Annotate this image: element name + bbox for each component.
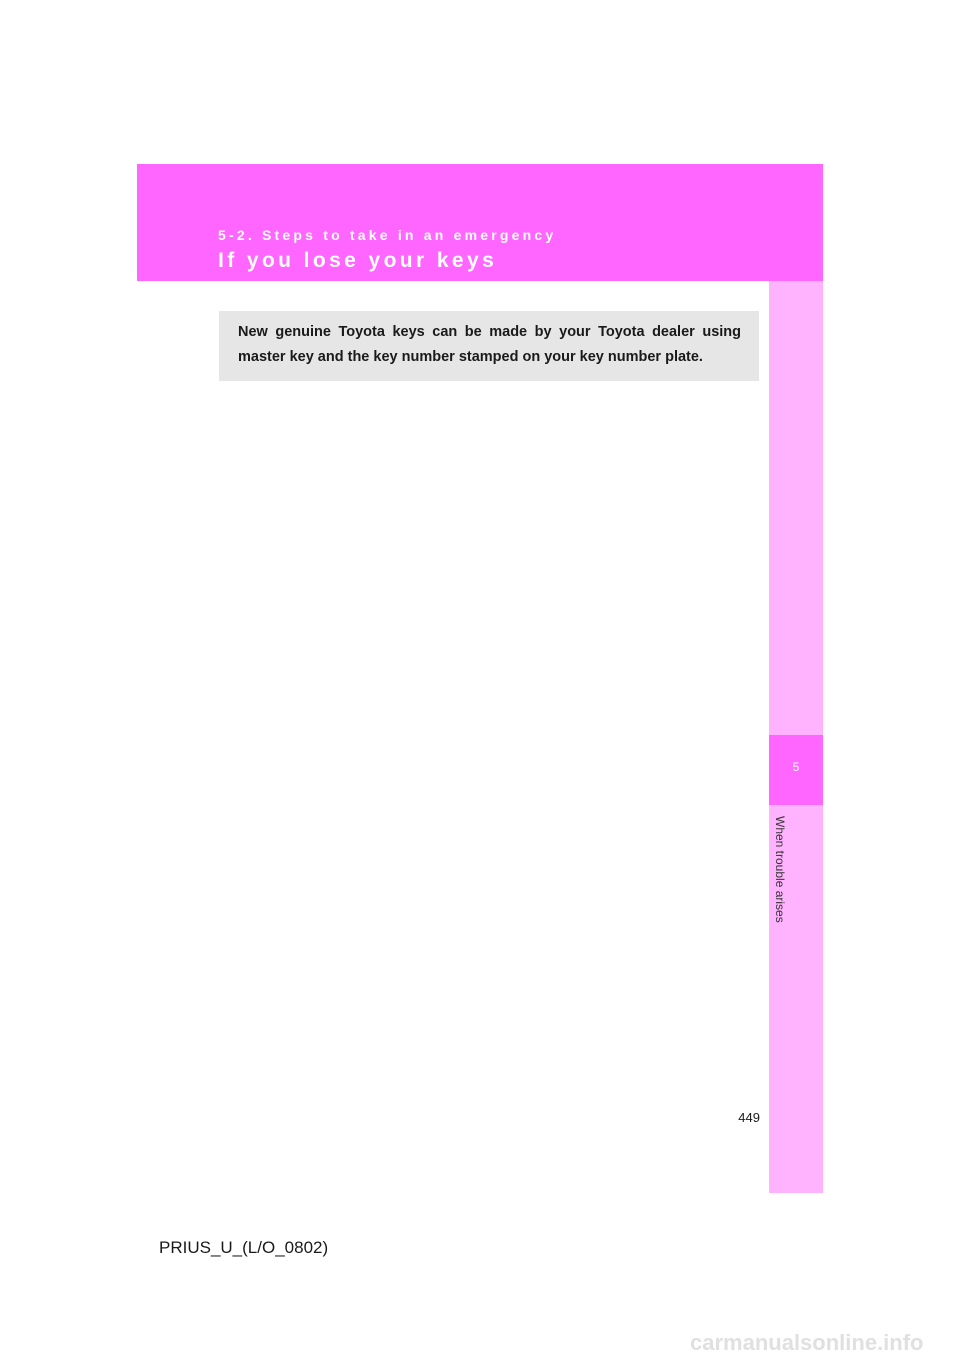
page-number: 449: [738, 1110, 760, 1125]
watermark: carmanualsonline.info: [690, 1330, 924, 1355]
document-code: PRIUS_U_(L/O_0802): [159, 1238, 329, 1257]
section-label: 5-2. Steps to take in an emergency: [218, 227, 557, 243]
info-box: [219, 311, 759, 381]
page-title: If you lose your keys: [218, 249, 498, 272]
chapter-title: When trouble arises: [773, 816, 787, 923]
info-box-text: New genuine Toyota keys can be made by your Toyota dealer using master key and the key number stamped on your key number plate.: [238, 324, 741, 365]
chapter-number: 5: [792, 760, 800, 774]
